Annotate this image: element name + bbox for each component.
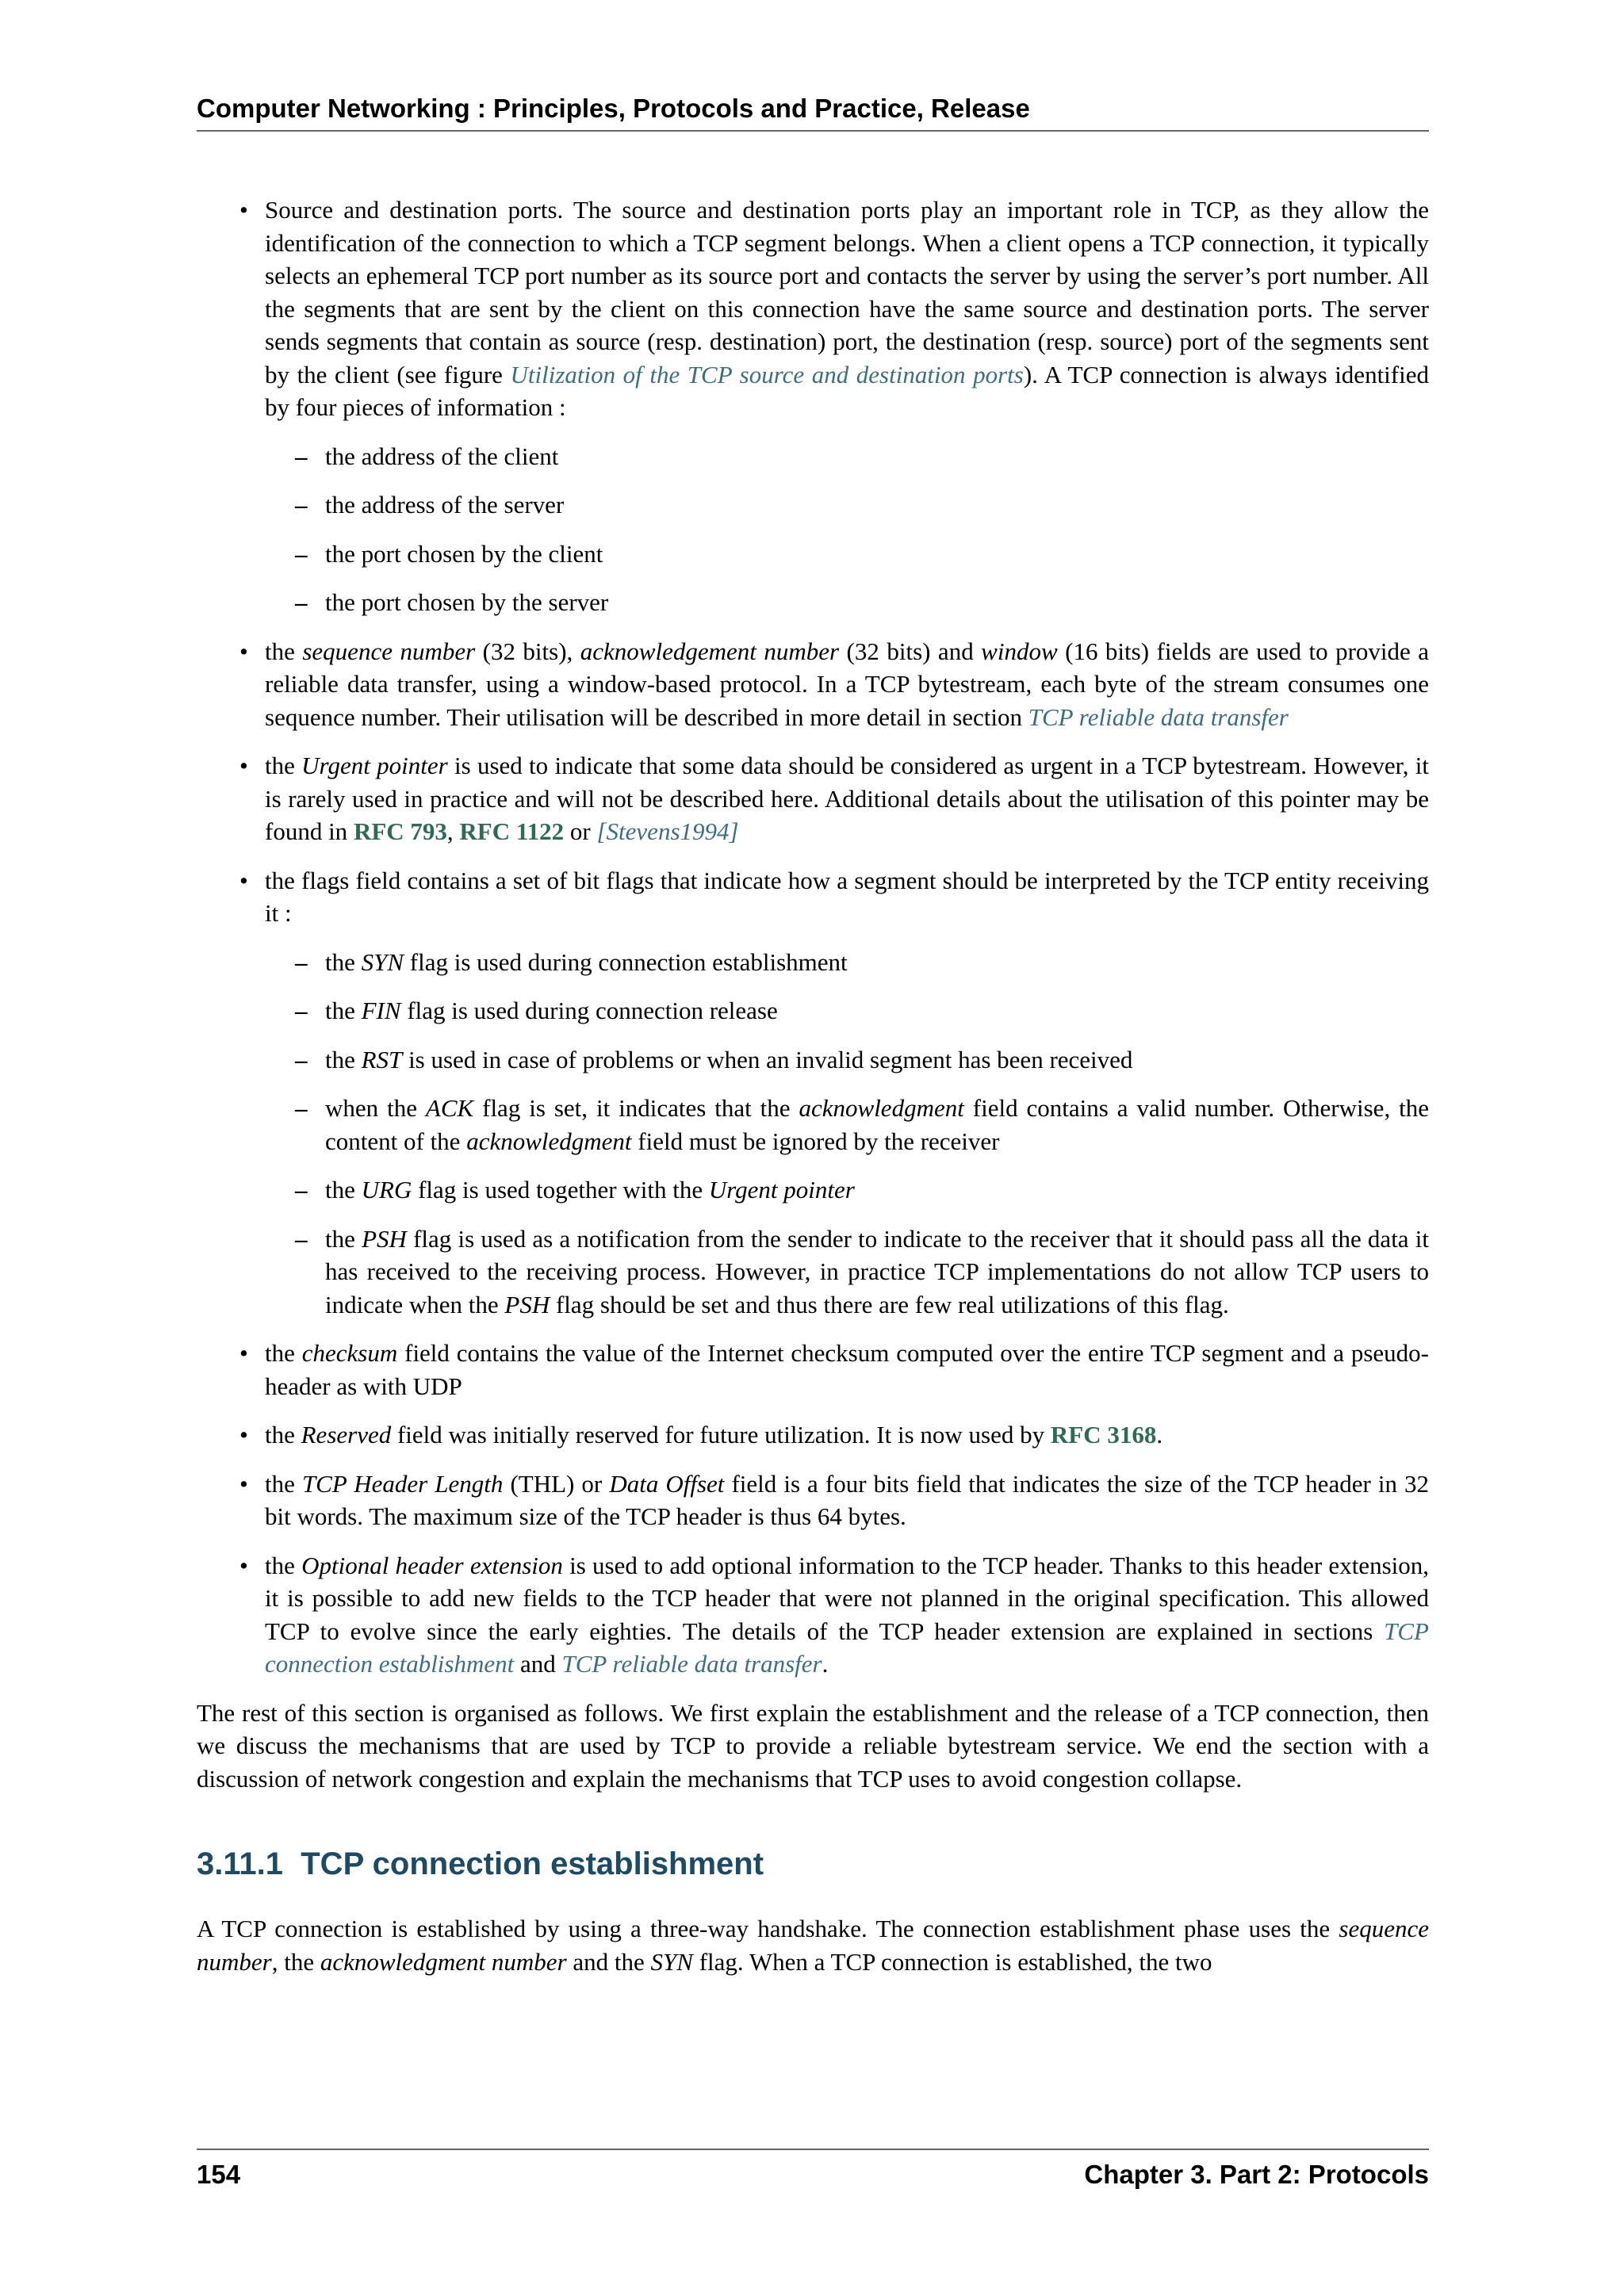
section-number: 3.11.1 [197,1846,284,1881]
list-item-rst: – the RST is used in case of problems or when an invalid segment has been received [325,1043,1429,1077]
citation-link-stevens[interactable]: [Stevens1994] [596,817,739,845]
list-item: – the address of the server [325,488,1429,522]
section-heading [197,1844,1429,1884]
section-link-connection-establishment[interactable]: TCP connection establishment [265,1617,1429,1678]
connection-identifiers-list [265,440,1429,619]
section-title: TCP connection establishment [301,1846,764,1881]
tcp-fields-list [197,193,1429,1681]
list-item: – the port chosen by the client [325,538,1429,571]
list-item-urgent: • the Urgent pointer is used to indicate that some data should be considered as urgent in a TCP bytestream. However, it is rarely used in practice and will not be described here. Additional details about the utilisation of this pointer may be found in RFC 793, RFC 1122 or [Stevens1994] [265,749,1429,848]
header-title: Computer Networking : Principles, Protocols and Practice, Release [197,94,1030,123]
list-item-header-length: • the TCP Header Length (THL) or Data Offset field is a four bits field that indicates the size of the TCP header in 32 bit words. The maximum size of the TCP header is thus 64 bytes. [265,1468,1429,1533]
rfc-link-1122[interactable]: RFC 1122 [459,817,565,845]
list-item-syn: – the SYN flag is used during connection establishment [325,946,1429,979]
rest-paragraph: The rest of this section is organised as follows. We first explain the establishment and the release of a TCP connection, then we discuss the mechanisms that are used by TCP to provide a reliable bytestream service. We end the section with a discussion of network congestion and explain the mechanisms that TCP uses to avoid congestion collapse. [197,1698,1429,1793]
section-link-reliable-transfer-2[interactable]: TCP reliable data transfer [561,1650,822,1678]
figure-link-ports[interactable]: Utilization of the TCP source and destination ports [510,360,1024,388]
list-item-flags: • the flags field contains a set of bit flags that indicate how a segment should be interpreted by the TCP entity receiving it : – the SYN flag is used during connection establishment – the FIN flag is used during connection release – the RST is used in case of problems or when an invalid segment has been received – when the ACK flag is set, it indicates that the acknowledgment field contains a valid number. Otherwise, the content of the acknowledgment field must be ignored by the receiver – the URG flag is used together with the Urgent pointer – the PSH flag is used as a notification from the sender to indicate to the receiver that it should pass all the data it has received to the receiving process. However, in practice TCP implementations do not allow TCP users to indicate when the PSH flag should be set and thus there are few real utilizations of this flag. [265,864,1429,1322]
list-item-ports: • Source and destination ports. The source and destination ports play an important role in TCP, as they allow the identification of the connection to which a TCP segment belongs. When a client opens a TCP connection, it typically selects an ephemeral TCP port number as its source port and contacts the server by using the server’s port number. All the segments that are sent by the client on this connection have the same source and destination ports. The server sends segments that contain as source (resp. destination) port, the destination (resp. source) port of the segments sent by the client (see figure Utilization of the TCP source and destination ports). A TCP connection is always identified by four pieces of information : – the address of the client – the address of the server – the port chosen by the client – the port chosen by the server [265,193,1429,619]
rfc-link-793[interactable]: RFC 793 [353,817,447,845]
list-item: – the address of the client [325,440,1429,473]
list-item: – the port chosen by the server [325,586,1429,619]
list-item-checksum: • the checksum field contains the value of the Internet checksum computed over the entire TCP segment and a pseudo-header as with UDP [265,1337,1429,1402]
list-item-urg: – the URG flag is used together with the Urgent pointer [325,1173,1429,1207]
chapter-title: Chapter 3. Part 2: Protocols [1084,2160,1429,2189]
list-item-sequence: • the sequence number (32 bits), acknowledgement number (32 bits) and window (16 bits) fields are used to provide a reliable data transfer, using a window-based protocol. In a TCP bytestream, each byte of the stream consumes one sequence number. Their utilisation will be described in more detail in section TCP reliable data transfer [265,635,1429,734]
running-footer [197,2149,1429,2195]
list-item-fin: – the FIN flag is used during connection release [325,994,1429,1027]
establish-paragraph: A TCP connection is established by using a three-way handshake. The connection establishment phase uses the sequence number, the acknowledgment number and the SYN flag. When a TCP connection is established, the two [197,1915,1429,1976]
running-header [197,89,1429,132]
list-item-psh: – the PSH flag is used as a notification from the sender to indicate to the receiver that it should pass all the data it has received to the receiving process. However, in practice TCP implementations do not allow TCP users to indicate when the PSH flag should be set and thus there are few real utilizations of this flag. [325,1223,1429,1322]
section-link-reliable-transfer[interactable]: TCP reliable data transfer [1028,702,1289,731]
list-item-ack: – when the ACK flag is set, it indicates that the acknowledgment field contains a valid number. Otherwise, the content of the acknowledgment field must be ignored by the receiver [325,1092,1429,1158]
main-content [197,193,1429,1978]
list-item-optional-header: • the Optional header extension is used to add optional information to the TCP header. Thanks to this header extension, it is possible to add new fields to the TCP header that were not planned in the original specification. This allowed TCP to evolve since the early eighties. The details of the TCP header extension are explained in sections TCP connection establishment and TCP reliable data transfer. [265,1549,1429,1681]
list-item-reserved: • the Reserved field was initially reserved for future utilization. It is now used by RFC 3168. [265,1418,1429,1452]
rfc-link-3168[interactable]: RFC 3168 [1050,1421,1157,1448]
page-number: 154 [197,2160,241,2189]
flags-list [265,946,1429,1322]
